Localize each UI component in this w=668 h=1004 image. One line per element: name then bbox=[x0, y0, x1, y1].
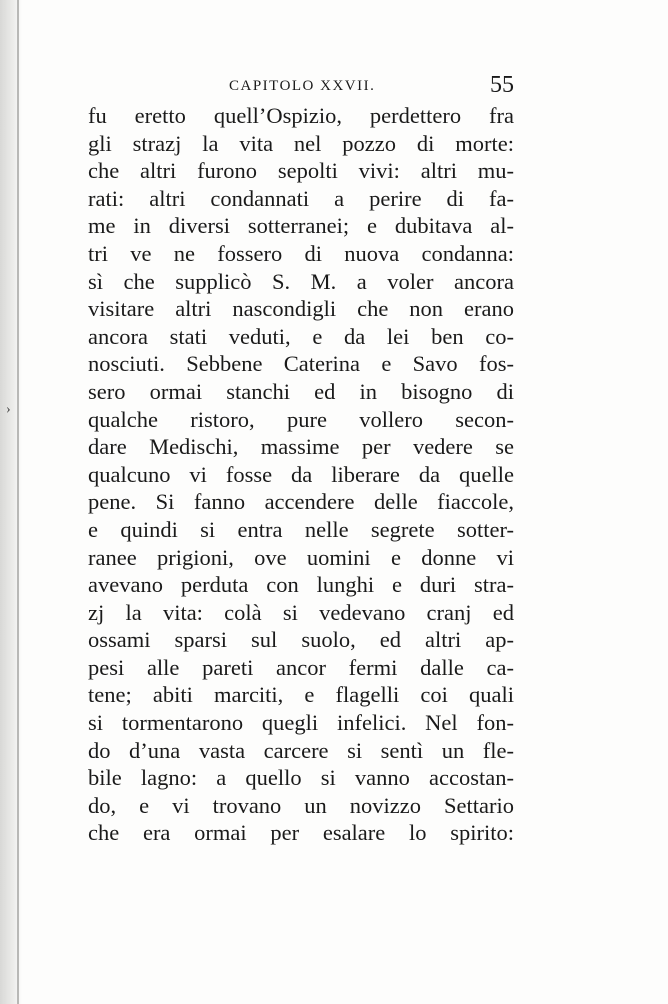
binding-edge bbox=[17, 0, 19, 1004]
page-number: 55 bbox=[490, 72, 514, 98]
text-line: che altri furono sepolti vivi: altri mu- bbox=[88, 158, 514, 184]
text-line: rati: altri condannati a perire di fa- bbox=[88, 185, 514, 211]
text-line: gli strazj la vita nel pozzo di morte: bbox=[88, 130, 514, 156]
body-text bbox=[88, 102, 514, 847]
text-line: ancora stati veduti, e da lei ben co- bbox=[88, 323, 514, 349]
text-line: dare Medischi, massime per vedere se bbox=[88, 434, 514, 460]
text-line: e quindi si entra nelle segrete sotter- bbox=[88, 516, 514, 542]
text-line: do, e vi trovano un novizzo Settario bbox=[88, 792, 514, 818]
text-line: tri ve ne fossero di nuova condanna: bbox=[88, 240, 514, 266]
chapter-heading: CAPITOLO XXVII. bbox=[229, 78, 376, 94]
text-line: si tormentarono quegli infelici. Nel fon- bbox=[88, 710, 514, 736]
text-line: pesi alle pareti ancor fermi dalle ca- bbox=[88, 654, 514, 680]
text-line: bile lagno: a quello si vanno accostan- bbox=[88, 765, 514, 791]
text-line: me in diversi sotterranei; e dubitava al- bbox=[88, 213, 514, 239]
text-line: visitare altri nascondigli che non erano bbox=[88, 296, 514, 322]
text-line: ranee prigioni, ove uomini e donne vi bbox=[88, 544, 514, 570]
text-line: che era ormai per esalare lo spirito: bbox=[88, 820, 514, 846]
running-head bbox=[88, 72, 514, 102]
text-line: tene; abiti marciti, e flagelli coi quali bbox=[88, 682, 514, 708]
text-line: pene. Si fanno accendere delle fiaccole, bbox=[88, 489, 514, 515]
text-line: sì che supplicò S. M. a voler ancora bbox=[88, 268, 514, 294]
text-line: zj la vita: colà si vedevano cranj ed bbox=[88, 599, 514, 625]
text-line: nosciuti. Sebbene Caterina e Savo fos- bbox=[88, 351, 514, 377]
text-line: fu eretto quell’Ospizio, perdettero fra bbox=[88, 103, 514, 128]
text-line: qualcuno vi fosse da liberare da quelle bbox=[88, 461, 514, 487]
text-line: sero ormai stanchi ed in bisogno di bbox=[88, 378, 514, 404]
text-line: avevano perduta con lunghi e duri stra- bbox=[88, 572, 514, 598]
margin-mark: › bbox=[6, 402, 11, 417]
text-line: do d’una vasta carcere si sentì un fle- bbox=[88, 737, 514, 763]
text-line: qualche ristoro, pure vollero secon- bbox=[88, 406, 514, 432]
text-line: ossami sparsi sul suolo, ed altri ap- bbox=[88, 627, 514, 653]
